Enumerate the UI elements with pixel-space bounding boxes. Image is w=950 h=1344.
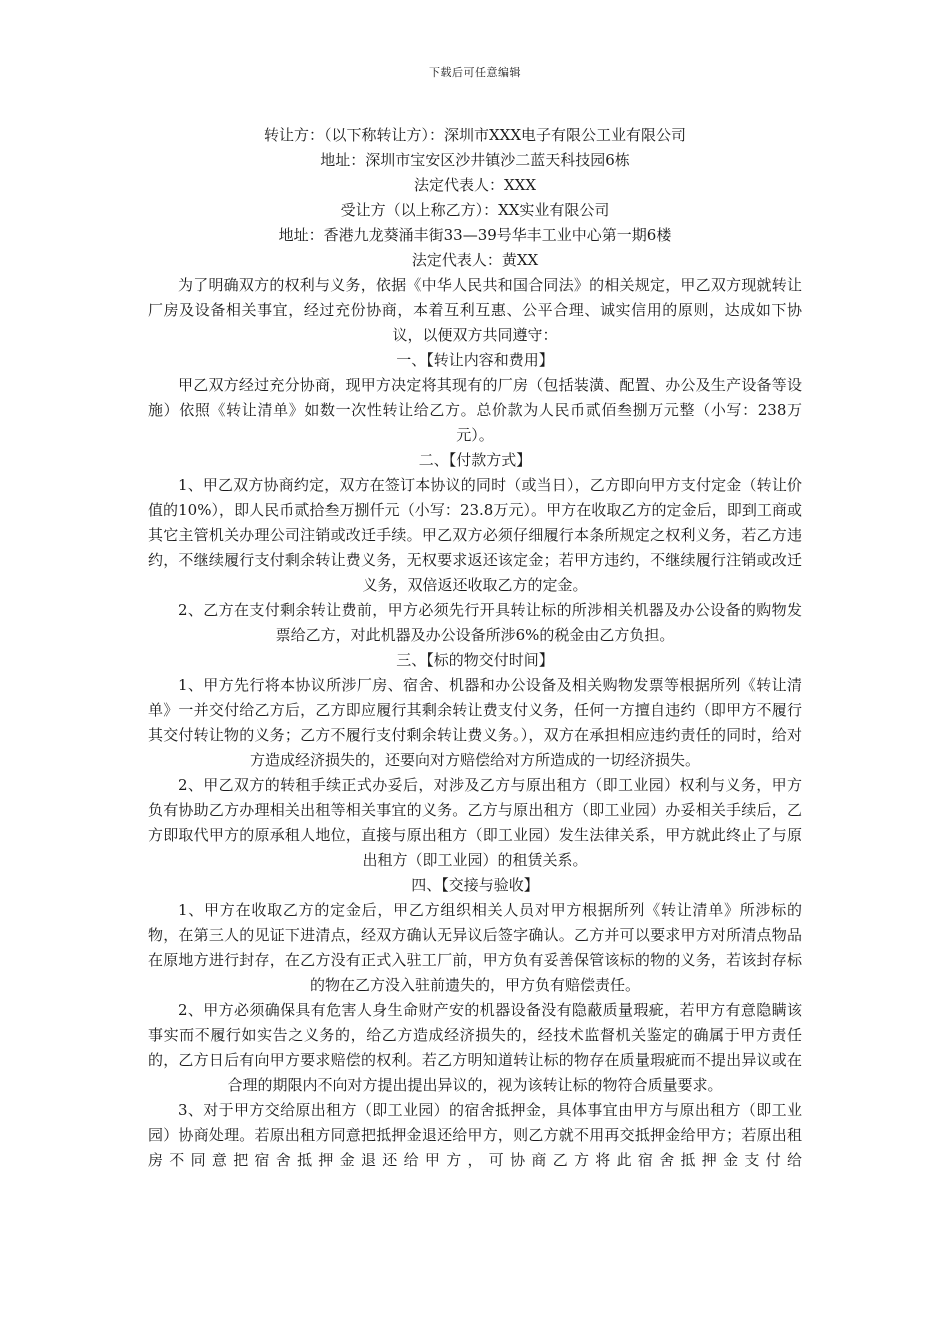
section-2-paragraph-1: 1、甲乙双方协商约定，双方在签订本协议的同时（或当日），乙方即向甲方支付定金（转让价值的10%），即人民币贰拾叁万捌仟元（小写：23.8万元）。甲方在收取乙方的定金后，即到工商或其它主管机关办理公司注销或改迁手续。甲乙双方必须仔细履行本条所规定之权利义务，若乙方违约，不继续履行支付剩余转让费义务，无权要求返还该定金；若甲方违约，不继续履行注销或改迁义务，双倍返还收取乙方的定金。 <box>148 476 802 594</box>
section-1-title: 一、【转让内容和费用】 <box>396 351 554 369</box>
transferor-representative: 法定代表人：XXX <box>413 176 537 194</box>
preamble-paragraph: 为了明确双方的权利与义务，依据《中华人民共和国合同法》的相关规定，甲乙双方现就转让厂房及设备相关事宜，经过充份协商，本着互利互惠、公平合理、诚实信用的原则，达成如下协议，以便双方共同遵守： <box>148 276 802 344</box>
section-2-paragraph-2: 2、乙方在支付剩余转让费前，甲方必须先行开具转让标的所涉相关机器及办公设备的购物发票给乙方，对此机器及办公设备所涉6%的税金由乙方负担。 <box>178 601 802 644</box>
section-4-paragraph-2: 2、甲方必须确保具有危害人身生命财产安的机器设备没有隐蔽质量瑕疵，若甲方有意隐瞒该事实而不履行如实告之义务的，给乙方造成经济损失的，经技术监督机关鉴定的确属于甲方责任的，乙方日后有向甲方要求赔偿的权利。若乙方明知道转让标的物存在质量瑕疵而不提出异议或在合理的期限内不向对方提出提出异议的，视为该转让标的物符合质量要求。 <box>148 1001 802 1094</box>
section-4-paragraph-3: 3、对于甲方交给原出租方（即工业园）的宿舍抵押金，具体事宜由甲方与原出租方（即工业园）协商处理。若原出租方同意把抵押金退还给甲方，则乙方就不用再交抵押金给甲方；若原出租房不同意把宿舍抵押金退还给甲方，可协商乙方将此宿舍抵押金支付给 <box>148 1101 802 1169</box>
section-2-title: 二、【付款方式】 <box>418 451 532 469</box>
transferee-representative: 法定代表人：黄XX <box>411 251 539 269</box>
transferor-address: 地址：深圳市宝安区沙井镇沙二蓝天科技园6栋 <box>320 151 630 169</box>
section-3-title: 三、【标的物交付时间】 <box>396 651 554 669</box>
transferee-address: 地址：香港九龙葵涌丰街33—39号华丰工业中心第一期6楼 <box>278 226 672 244</box>
transferee-line: 受让方（以上称乙方）：XX实业有限公司 <box>340 201 610 219</box>
transferor-line: 转让方：（以下称转让方）：深圳市XXX电子有限公工业有限公司 <box>263 126 687 144</box>
section-3-paragraph-1: 1、甲方先行将本协议所涉厂房、宿舍、机器和办公设备及相关购物发票等根据所列《转让清单》一并交付给乙方后，乙方即应履行其剩余转让费支付义务，任何一方擅自违约（即甲方不履行其交付转让物的义务；乙方不履行支付剩余转让费义务。），双方在承担相应违约责任的同时，给对方造成经济损失的，还要向对方赔偿给对方所造成的一切经济损失。 <box>148 676 802 769</box>
section-3-paragraph-2: 2、甲乙双方的转租手续正式办妥后，对涉及乙方与原出租方（即工业园）权利与义务，甲方负有协助乙方办理相关出租等相关事宜的义务。乙方与原出租方（即工业园）办妥相关手续后，乙方即取代甲方的原承租人地位，直接与原出租方（即工业园）发生法律关系，甲方就此终止了与原出租方（即工业园）的租赁关系。 <box>148 776 802 869</box>
section-4-paragraph-1: 1、甲方在收取乙方的定金后，甲乙方组织相关人员对甲方根据所列《转让清单》所涉标的物，在第三人的见证下进清点，经双方确认无异议后签字确认。乙方并可以要求甲方对所清点物品在原地方进行封存，在乙方没有正式入驻工厂前，甲方负有妥善保管该标的物的义务，若该封存标的物在乙方没入驻前遗失的，甲方负有赔偿责任。 <box>148 901 802 994</box>
section-1-paragraph-1: 甲乙双方经过充分协商，现甲方决定将其现有的厂房（包括装潢、配置、办公及生产设备等设施）依照《转让清单》如数一次性转让给乙方。总价款为人民币贰佰叁捌万元整（小写：238万元）。 <box>148 376 802 444</box>
section-4-title: 四、【交接与验收】 <box>411 876 539 894</box>
contract-body <box>148 123 802 1173</box>
page-header: 下载后可任意编辑 <box>429 66 521 79</box>
